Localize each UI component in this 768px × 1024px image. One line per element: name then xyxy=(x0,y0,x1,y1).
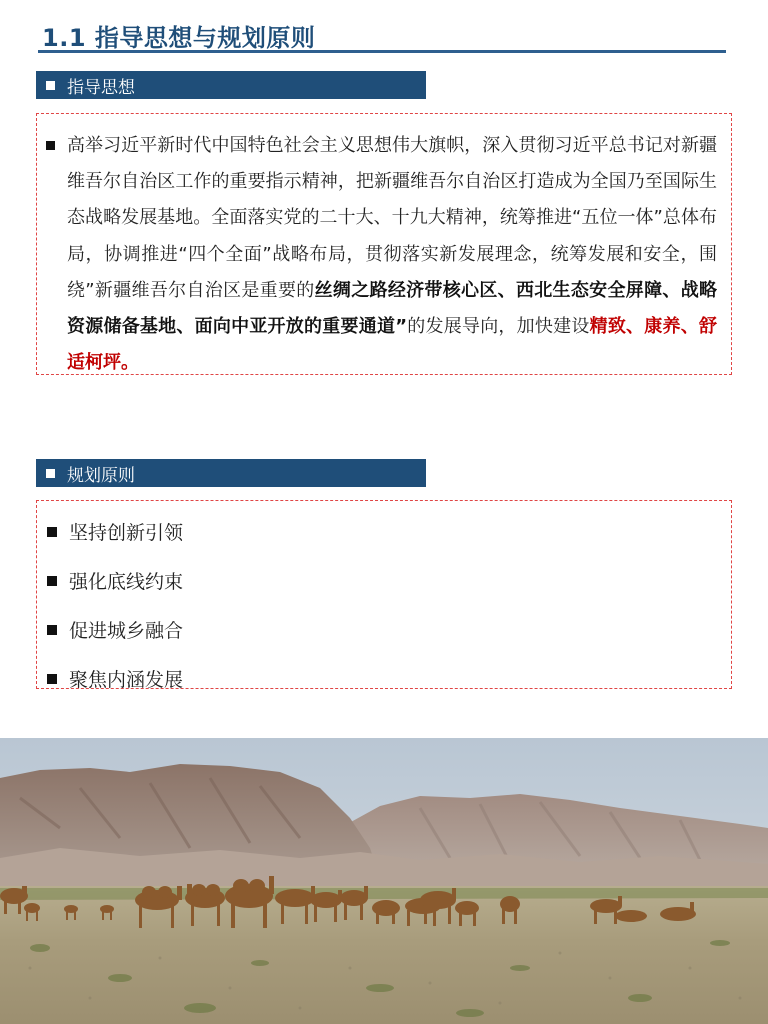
paragraph-text-continued: 的发展导向，加快建设 xyxy=(407,316,590,338)
principles-content-box xyxy=(36,500,732,689)
principle-item xyxy=(47,507,731,556)
section-header-label: 规划原则 xyxy=(67,465,135,486)
section-header-guiding xyxy=(36,71,426,99)
paragraph-text: 高举习近平新时代中国特色社会主义思想伟大旗帜，深入贯彻习近平总书记对新疆维吾尔自治区工作的重要指示精神，把新疆维吾尔自治区打造成为全国乃至国际生态战略发展基地。全面落实党的二十大、十九大精神，统筹推进“五位一体”总体布局，协调推进“四个全面”战略布局，贯彻落实新发展理念，统筹发展和安全，围绕”新疆维吾尔自治区是重要的 xyxy=(67,135,717,301)
principle-item xyxy=(47,605,731,654)
page-title: 1.1 指导思想与规划原则 xyxy=(42,24,316,52)
principle-label: 聚焦内涵发展 xyxy=(69,669,184,691)
square-bullet-icon xyxy=(47,674,57,684)
square-bullet-icon xyxy=(47,625,57,635)
guiding-paragraph xyxy=(67,128,717,381)
guiding-content-box xyxy=(36,113,732,375)
camels-landscape-photo xyxy=(0,738,768,1024)
square-bullet-icon xyxy=(47,527,57,537)
section-header-label: 指导思想 xyxy=(67,77,135,98)
paragraph-bold-text: 丝绸之路经济带核心区、西北生态安全屏障、战略资源储备基地、面向中亚开放的重要通道” xyxy=(67,279,717,338)
principle-label: 促进城乡融合 xyxy=(69,620,184,642)
square-bullet-icon xyxy=(46,141,55,150)
square-bullet-icon xyxy=(46,469,55,478)
title-underline xyxy=(38,50,726,53)
square-bullet-icon xyxy=(47,576,57,586)
principle-label: 强化底线约束 xyxy=(69,571,184,593)
principle-item xyxy=(47,654,731,703)
square-bullet-icon xyxy=(46,81,55,90)
section-header-principles xyxy=(36,459,426,487)
principle-label: 坚持创新引领 xyxy=(69,522,184,544)
principle-item xyxy=(47,556,731,605)
paragraph-highlight-text: 精致、康养、舒适柯坪。 xyxy=(67,316,717,374)
